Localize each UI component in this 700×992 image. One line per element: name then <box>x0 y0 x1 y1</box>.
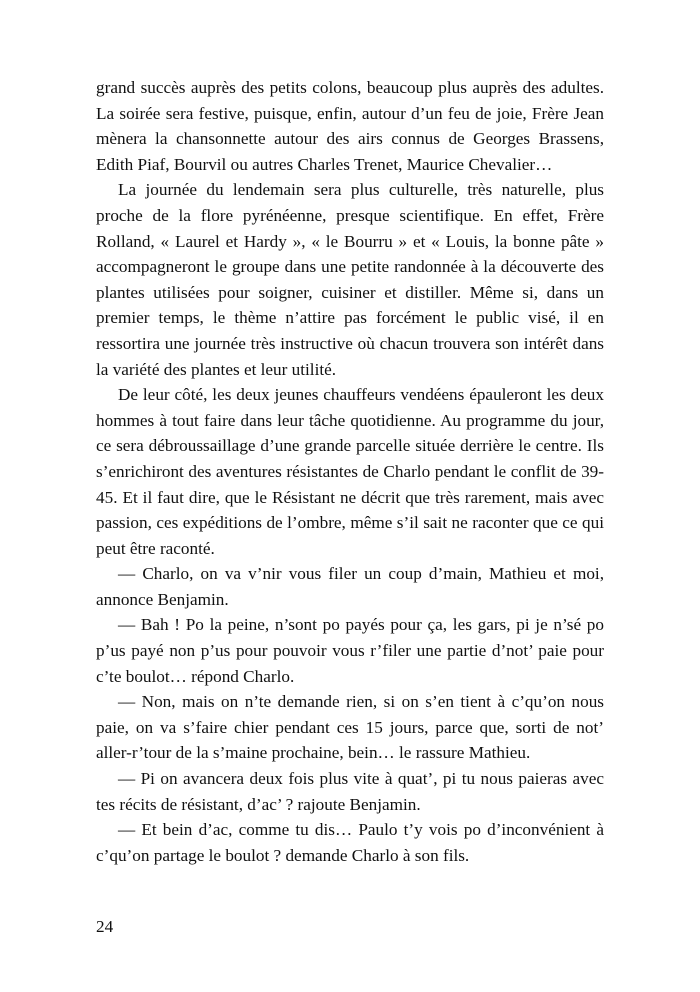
page-number: 24 <box>96 917 114 936</box>
dialogue-line: — Non, mais on n’te demande rien, si on s’en tient à c’qu’on nous paie, on va s’faire chier pendant ces 15 jours, parce que, sorti de not’ aller-r’tour de la s’maine prochaine, bein… le rassure Mathieu. <box>96 692 604 763</box>
dialogue-line: — Pi on avancera deux fois plus vite à quat’, pi tu nous paieras avec tes récits de résistant, d’ac’ ? rajoute Benjamin. <box>96 769 604 814</box>
paragraph: De leur côté, les deux jeunes chauffeurs vendéens épauleront les deux hommes à tout faire dans leur tâche quotidienne. Au programme du jour, ce sera débroussaillage d’une grande parcelle située derrière le centre. Ils s’enrichiront des aventures résistantes de Charlo pendant le conflit de 39-45. Et il faut dire, que le Résistant ne décrit que très rarement, mais avec passion, ces expéditions de l’ombre, même s’il sait ne raconter que ce qui peut être raconté. <box>96 385 604 558</box>
dialogue-line: — Charlo, on va v’nir vous filer un coup d’main, Mathieu et moi, annonce Benjamin. <box>96 564 604 609</box>
dialogue-line: — Et bein d’ac, comme tu dis… Paulo t’y vois po d’inconvénient à c’qu’on partage le boulot ? demande Charlo à son fils. <box>96 820 604 865</box>
dialogue-line: — Bah ! Po la peine, n’sont po payés pour ça, les gars, pi je n’sé po p’us payé non p’us pour pouvoir vous r’filer une partie d’not’ paie pour c’te boulot… répond Charlo. <box>96 615 604 686</box>
paragraph-continuation: grand succès auprès des petits colons, beaucoup plus auprès des adultes. La soirée sera festive, puisque, enfin, autour d’un feu de joie, Frère Jean mènera la chansonnette autour des airs connus de Georges Brassens, Edith Piaf, Bourvil ou autres Charles Trenet, Maurice Chevalier… <box>96 78 604 174</box>
paragraph: La journée du lendemain sera plus culturelle, très naturelle, plus proche de la flore pyrénéenne, presque scientifique. En effet, Frère Rolland, « Laurel et Hardy », « le Bourru » et « Louis, la bonne pâte » accompagneront le groupe dans une petite randonnée à la découverte des plantes utilisées pour soigner, cuisiner et distiller. Même si, dans un premier temps, le thème n’attire pas forcément le public visé, il en ressortira une journée très instructive où chacun trouvera son intérêt dans la variété des plantes et leur utilité. <box>96 180 604 379</box>
page-body <box>96 75 604 868</box>
